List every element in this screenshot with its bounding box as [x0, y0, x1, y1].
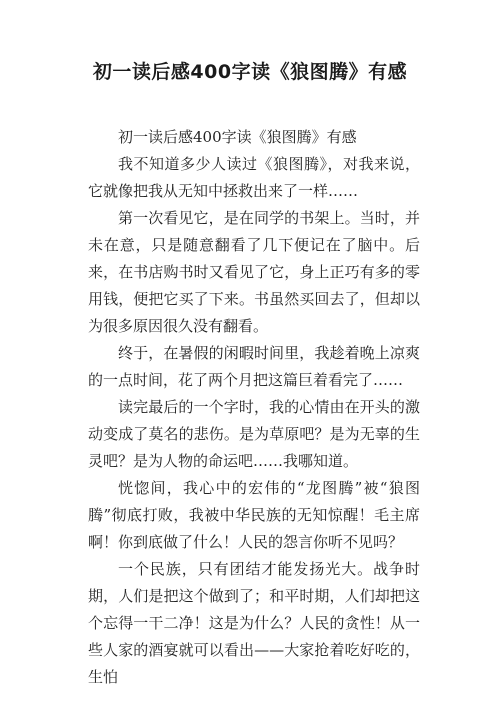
paragraph-6: 一个民族，只有团结才能发扬光大。战争时期，人们是把这个做到了；和平时期，人们却把这个忘得一干二净！这是为什么？人民的贪性！从一些人家的酒宴就可以看出——大家抢着吃好吃的，生怕 — [88, 560, 420, 686]
paragraph-1: 我不知道多少人读过《狼图腾》，对我来说，它就像把我从无知中拯救出来了一样…… — [88, 155, 420, 200]
document-title: 初一读后感400字读《狼图腾》有感 — [92, 61, 408, 83]
paragraph-4: 读完最后的一个字时，我的心情由在开头的激动变成了莫名的悲伤。是为草原吧？是为无辜的生灵吧？是为人物的命运吧……我哪知道。 — [88, 398, 420, 470]
paragraph-2: 第一次看见它，是在同学的书架上。当时，并未在意，只是随意翻看了几下便记在了脑中。后来，在书店购书时又看见了它，身上正巧有多的零用钱，便把它买了下来。书虽然买回去了，但却以为很多原因很久没有翻看。 — [88, 209, 420, 335]
paragraph-subtitle: 初一读后感400字读《狼图腾》有感 — [118, 128, 357, 146]
paragraph-5: 恍惚间，我心中的宏伟的“龙图腾”被“狼图腾”彻底打败，我被中华民族的无知惊醒！毛主席啊！你到底做了什么！人民的怨言你听不见吗？ — [88, 479, 420, 551]
paragraph-3: 终于，在暑假的闲暇时间里，我趁着晚上凉爽的一点时间，花了两个月把这篇巨着看完了…… — [88, 344, 420, 389]
document-body — [88, 124, 420, 691]
